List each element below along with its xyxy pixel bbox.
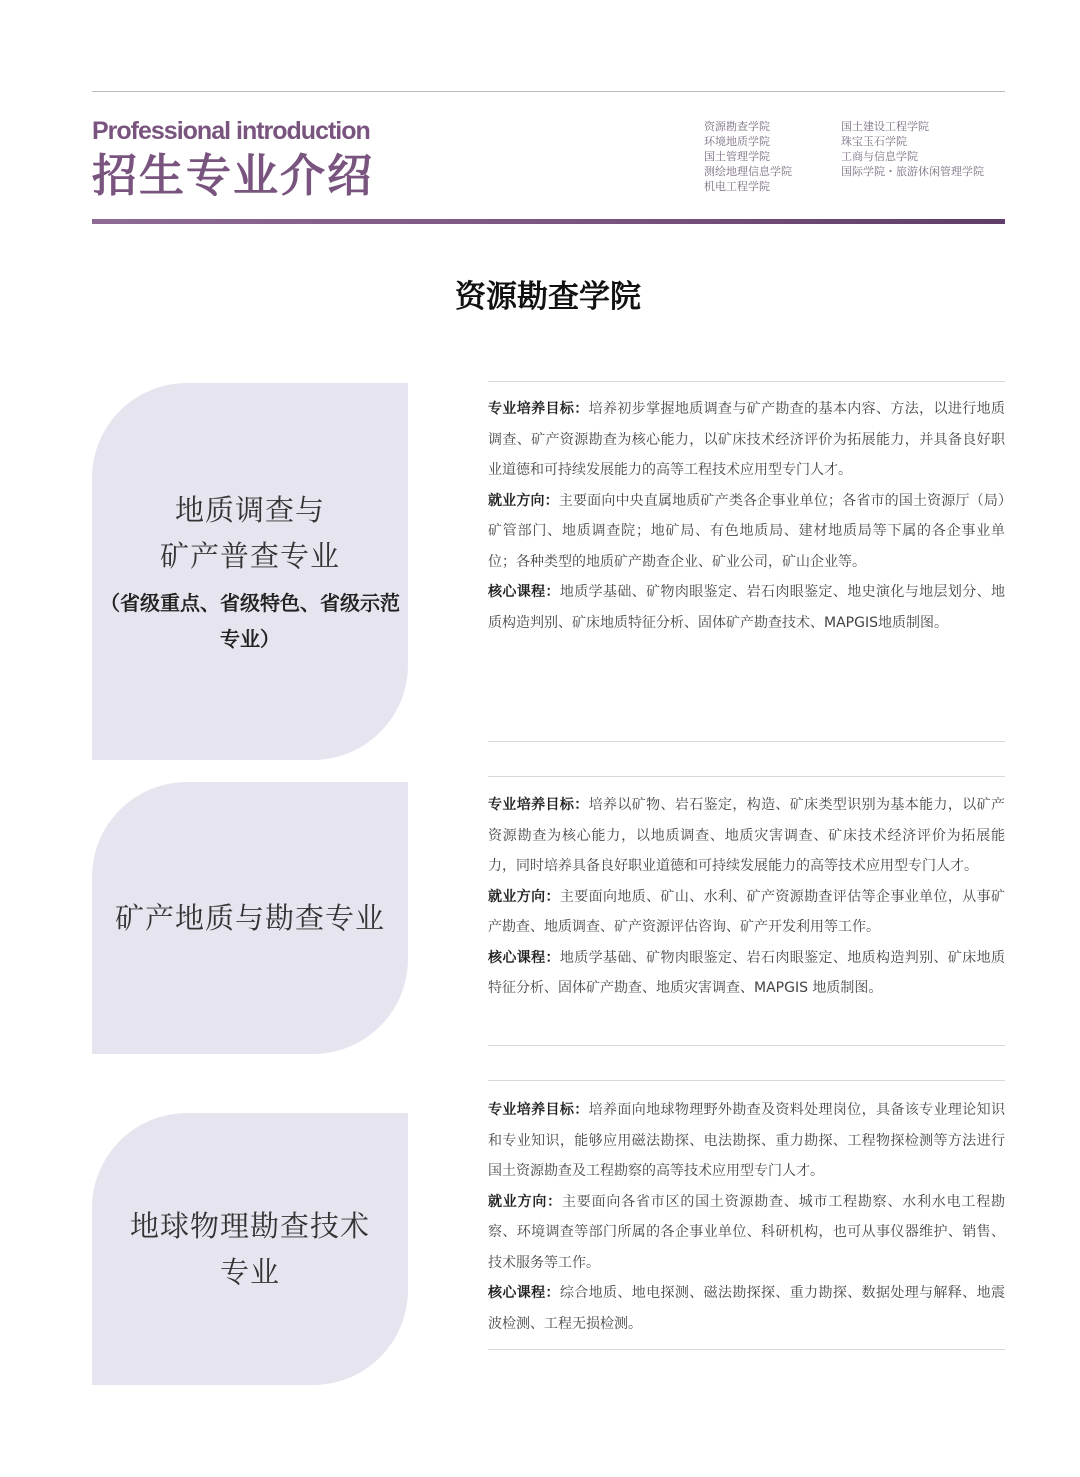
goal-paragraph	[488, 790, 1005, 882]
courses-paragraph	[488, 943, 1005, 1004]
goal-label: 专业培养目标：	[488, 1102, 589, 1118]
goal-text: 培养以矿物、岩石鉴定，构造、矿床类型识别为基本能力，以矿产资源勘查为核心能力，以地质调查、地质灾害调查、矿床技术经济评价为拓展能力，同时培养具备良好职业道德和可持续发展能力的高等技术应用型专门人才。	[488, 797, 1006, 874]
major-info-2	[488, 776, 1005, 1046]
header-accent-bar	[92, 219, 1005, 224]
major-info-3	[488, 1080, 1005, 1350]
major-info-1	[488, 381, 1005, 742]
major-name: 矿产地质与勘查专业	[114, 901, 385, 935]
college-item: 资源勘查学院	[704, 120, 770, 133]
major-name: 地质调查与 矿产普查专业	[159, 492, 340, 573]
major-name: 地球物理勘查技术 专业	[129, 1209, 370, 1289]
career-text: 主要面向地质、矿山、水利、矿产资源勘查评估等企事业单位，从事矿产勘查、地质调查、矿产资源评估咨询、矿产开发利用等工作。	[488, 888, 1006, 935]
courses-paragraph	[488, 1278, 1005, 1339]
goal-text: 培养面向地球物理野外勘查及资料处理岗位，具备该专业理论知识和专业知识，能够应用磁法勘探、电法勘探、重力勘探、工程物探检测等方法进行国土资源勘查及工程勘察的高等技术应用型专门人才。	[488, 1102, 1006, 1179]
courses-paragraph	[488, 577, 1005, 638]
career-paragraph	[488, 882, 1005, 943]
courses-text: 综合地质、地电探测、磁法勘探探、重力勘探、数据处理与解释、地震波检测、工程无损检测。	[488, 1285, 1006, 1332]
courses-label: 核心课程：	[488, 1285, 560, 1301]
courses-text: 地质学基础、矿物肉眼鉴定、岩石肉眼鉴定、地质构造判别、矿床地质特征分析、固体矿产勘查、地质灾害调查、MAPGIS 地质制图。	[488, 949, 1006, 996]
career-text: 主要面向各省市区的国土资源勘查、城市工程勘察、水利水电工程勘察、环境调查等部门所属的各企事业单位、科研机构，也可从事仪器维护、销售、技术服务等工作。	[488, 1193, 1006, 1271]
goal-paragraph	[488, 394, 1005, 486]
chinese-title: 招生专业介绍	[92, 149, 375, 202]
college-item: 国土建设工程学院	[841, 120, 929, 133]
courses-text: 地质学基础、矿物肉眼鉴定、岩石肉眼鉴定、地史演化与地层划分、地质构造判别、矿床地质特征分析、固体矿产勘查技术、MAPGIS地质制图。	[488, 584, 1006, 631]
goal-text: 培养初步掌握地质调查与矿产勘查的基本内容、方法，以进行地质调查、矿产资源勘查为核心能力，以矿床技术经济评价为拓展能力，并具备良好职业道德和可持续发展能力的高等工程技术应用型专门人才。	[488, 401, 1006, 478]
english-title: Professional introduction	[92, 117, 370, 145]
goal-paragraph	[488, 1095, 1005, 1187]
header-top-rule	[92, 91, 1005, 92]
college-item: 工商与信息学院	[841, 150, 918, 163]
college-list-right	[841, 119, 984, 179]
major-card-3	[92, 1113, 408, 1385]
major-card-1	[92, 383, 408, 760]
college-item: 国际学院・旅游休闲管理学院	[841, 165, 984, 178]
goal-label: 专业培养目标：	[488, 401, 589, 417]
career-paragraph	[488, 1187, 1005, 1279]
career-paragraph	[488, 486, 1005, 578]
major-card-2	[92, 782, 408, 1054]
major-note: （省级重点、省级特色、省级示范专业）	[100, 590, 400, 651]
college-item: 环境地质学院	[704, 135, 770, 148]
section-title: 资源勘查学院	[455, 279, 641, 315]
college-item: 国土管理学院	[704, 150, 770, 163]
college-item: 珠宝玉石学院	[841, 135, 907, 148]
courses-label: 核心课程：	[488, 949, 560, 966]
career-label: 就业方向：	[488, 492, 559, 509]
goal-label: 专业培养目标：	[488, 797, 589, 813]
college-item: 测绘地理信息学院	[704, 165, 792, 178]
college-list-left	[704, 119, 792, 194]
career-label: 就业方向：	[488, 888, 560, 905]
career-label: 就业方向：	[488, 1193, 562, 1210]
college-item: 机电工程学院	[704, 180, 770, 193]
career-text: 主要面向中央直属地质矿产类各企事业单位；各省市的国土资源厅（局）矿管部门、地质调查院；地矿局、有色地质局、建材地质局等下属的各企事业单位；各种类型的地质矿产勘查企业、矿业公司，矿山企业等。	[488, 492, 1006, 570]
courses-label: 核心课程：	[488, 584, 560, 600]
